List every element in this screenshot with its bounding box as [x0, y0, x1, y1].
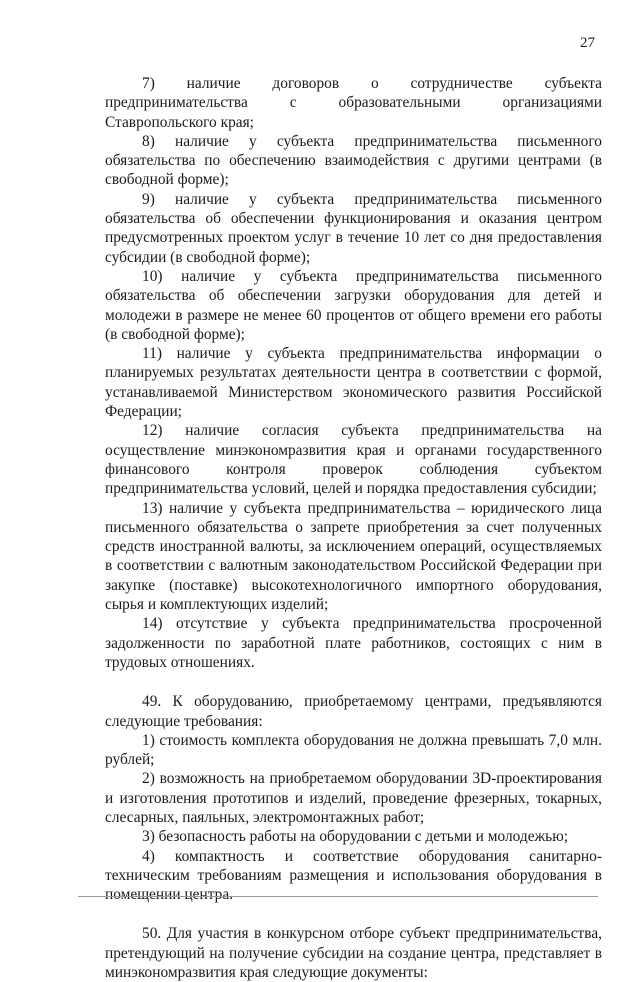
condition-item-7: 7) наличие договоров о сотрудничестве субъекта предпринимательства с образовательными организациями Ставропольского края; — [105, 75, 602, 131]
section-49-item-2: 2) возможность на приобретаемом оборудовании 3D-проектирования и изготовления прототипов и изделий, проведение фрезерных, токарных, слесарных, паяльных, электромонтажных работ; — [105, 770, 602, 826]
section-49-item-4: 4) компактность и соответствие оборудования санитарно-техническим требованиям размещения и использования оборудования в помещении центра. — [105, 847, 602, 904]
condition-item-9: 9) наличие у субъекта предпринимательства письменного обязательства об обеспечении функционирования и оказания центром предусмотренных проектом услуг в течение 10 лет со дня предоставления субсидии (в свободной форме); — [105, 190, 602, 266]
section-spacer — [105, 904, 602, 924]
condition-item-12: 12) наличие согласия субъекта предпринимательства на осуществление минэкономразвития края и органами государственного финансового контроля проверок соблюдения субъектом предпринимательства условий, целей и порядка предоставления субсидии; — [105, 422, 602, 498]
condition-item-10: 10) наличие у субъекта предпринимательства письменного обязательства об обеспечении загрузки оборудования для детей и молодежи в размере не менее 60 процентов от общего времени его работы (в свободной форме); — [105, 267, 602, 343]
section-49-item-3: 3) безопасность работы на оборудовании с детьми и молодежью; — [142, 828, 568, 846]
condition-item-14: 14) отсутствие у субъекта предпринимательства просроченной задолженности по заработной плате работников, состоящих с ним в трудовых отношениях. — [105, 615, 602, 671]
condition-item-13: 13) наличие у субъекта предпринимательства – юридического лица письменного обязательства о запрете приобретения за счет полученных средств иностранной валюты, за исключением операций, осуществляемых в соответствии с валютным законодательством Российской Федерации при закупке (поставке) высокотехнологичного импортного оборудования, сырья и комплектующих изделий; — [105, 499, 602, 614]
condition-item-11: 11) наличие у субъекта предпринимательства информации о планируемых результатах деятельности центра в соответствии с формой, устанавливаемой Министерством экономического развития Российской Федерации; — [105, 345, 602, 421]
section-49-intro: 49. К оборудованию, приобретаемому центрами, предъявляются следующие требования: — [105, 693, 602, 730]
page-number: 27 — [580, 35, 595, 51]
section-50-intro: 50. Для участия в конкурсном отборе субъект предпринимательства, претендующий на получение субсидии на создание центра, представляет в минэкономразвития края следующие документы: — [105, 925, 602, 982]
section-spacer — [105, 672, 602, 692]
document-body — [105, 74, 602, 982]
condition-item-8: 8) наличие у субъекта предпринимательства письменного обязательства по обеспечению взаимодействия с другими центрами (в свободной форме); — [105, 132, 602, 189]
footer-divider — [78, 896, 598, 897]
section-49-item-1: 1) стоимость комплекта оборудования не должна превышать 7,0 млн. рублей; — [105, 731, 602, 769]
